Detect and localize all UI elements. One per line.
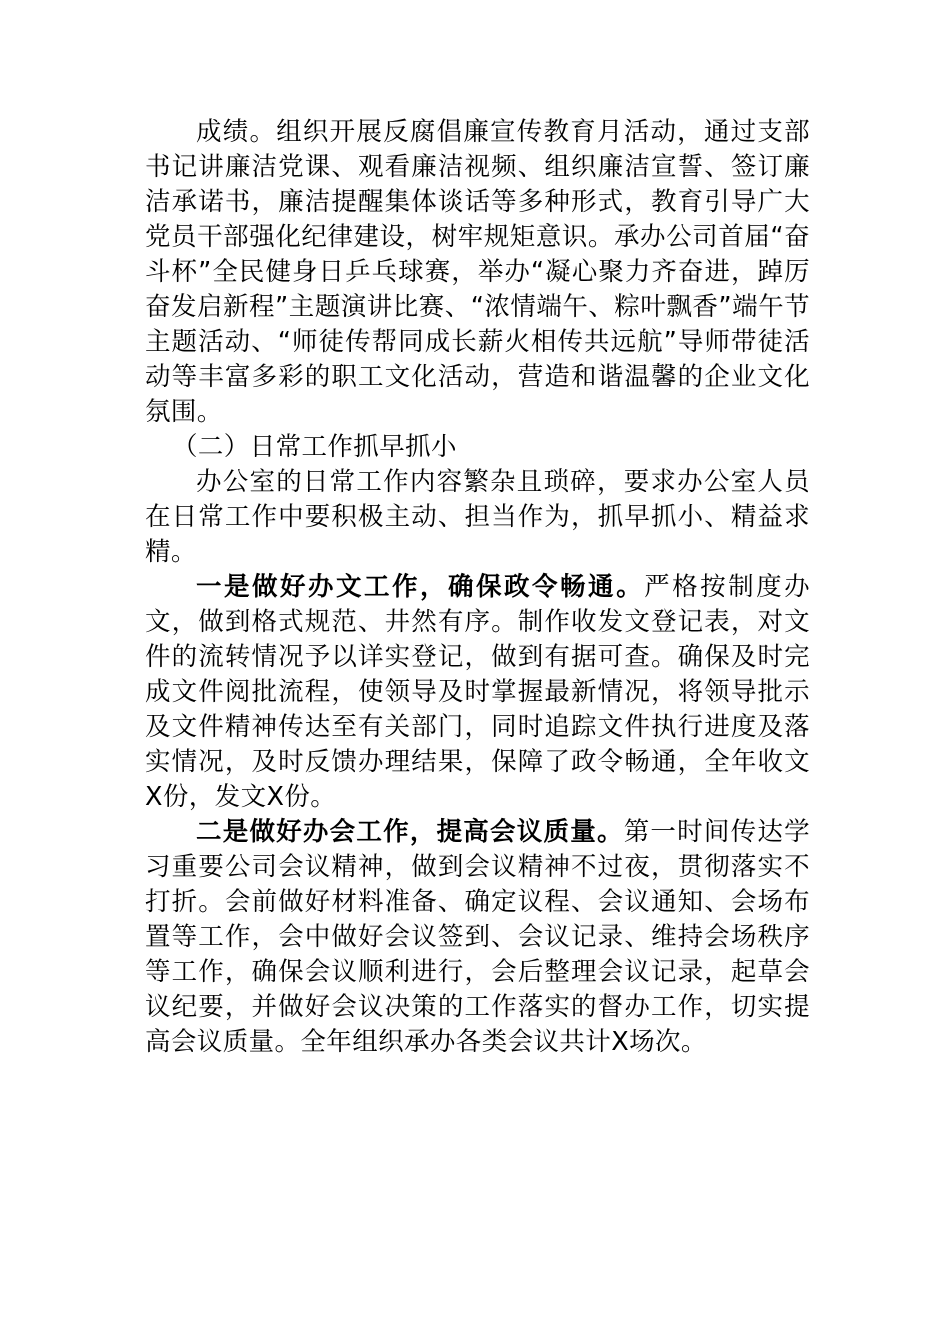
paragraph-text: 办公室的日常工作内容繁杂且琐碎，要求办公室人员在日常工作中要积极主动、担当作为，抓早抓小、精益求精。	[145, 467, 810, 567]
paragraph-daily-work-intro	[145, 465, 810, 570]
paragraph-document-handling	[145, 570, 810, 815]
paragraph-text: 第一时间传达学习重要公司会议精神，做到会议精神不过夜，贯彻落实不打折。会前做好材料准备、确定议程、会议通知、会场布置等工作，会中做好会议签到、会议记录、维持会场秩序等工作，确保会议顺利进行，会后整理会议记录，起草会议纪要，并做好会议决策的工作落实的督办工作，切实提高会议质量。全年组织承办各类会议共计X场次。	[145, 817, 810, 1057]
paragraph-meeting-handling	[145, 815, 810, 1060]
paragraph-lead: 二是做好办会工作，提高会议质量。	[196, 817, 624, 847]
document-body	[145, 115, 810, 1060]
paragraph-text: 成绩。组织开展反腐倡廉宣传教育月活动，通过支部书记讲廉洁党课、观看廉洁视频、组织廉洁宣誓、签订廉洁承诺书，廉洁提醒集体谈话等多种形式，教育引导广大党员干部强化纪律建设，树牢规矩意识。承办公司首届“奋斗杯”全民健身日乒乓球赛，举办“凝心聚力齐奋进，踔厉奋发启新程”主题演讲比赛、“浓情端午、粽叶飘香”端午节主题活动、“师徒传帮同成长薪火相传共远航”导师带徒活动等丰富多彩的职工文化活动，营造和谐温馨的企业文化氛围。	[145, 117, 810, 427]
paragraph-text: 严格按制度办文，做到格式规范、井然有序。制作收发文登记表，对文件的流转情况予以详实登记，做到有据可查。确保及时完成文件阅批流程，使领导及时掌握最新情况，将领导批示及文件精神传达至有关部门，同时追踪文件执行进度及落实情况，及时反馈办理结果，保障了政令畅通，全年收文X份，发文X份。	[145, 572, 810, 812]
section-heading-text: （二）日常工作抓早抓小	[172, 432, 457, 462]
section-heading-daily-work	[145, 430, 810, 465]
paragraph-lead: 一是做好办文工作，确保政令畅通。	[196, 572, 645, 602]
paragraph-culture-activities	[145, 115, 810, 430]
